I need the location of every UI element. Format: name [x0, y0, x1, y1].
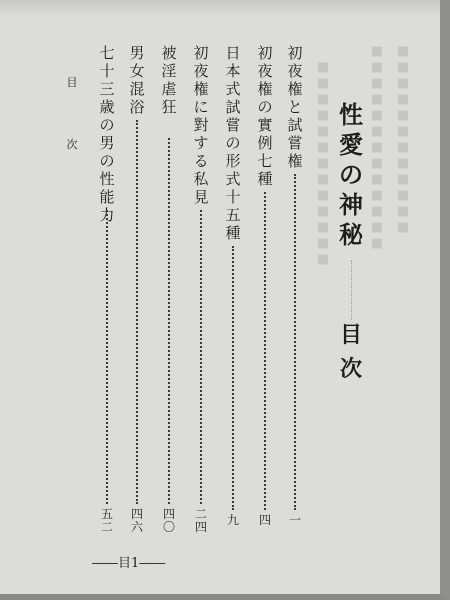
toc-entry-page: 四六 [130, 507, 143, 534]
toc-entry-page: 五二 [100, 507, 113, 534]
toc-entry[interactable] [96, 44, 118, 534]
title-leader-dots [351, 260, 352, 320]
toc-entry-title: 初夜権に對する私見 [193, 44, 209, 206]
page-folio: ――目1―― [92, 556, 166, 571]
toc-entry-title: 日本式試嘗の形式十五種 [225, 44, 241, 242]
toc-entry-title: 七十三歳の男の性能力 [99, 44, 115, 224]
leader-dots [200, 210, 202, 504]
toc-entry-title: 初夜権の實例七種 [257, 44, 273, 188]
running-head: 目次 [66, 76, 78, 151]
toc-entry-title: 初夜権と試嘗権 [287, 44, 303, 170]
toc-entry-title: 男女混浴 [129, 44, 145, 116]
bleed-through-text: ■ ■ ■ ■ ■ ■ ■ ■ ■ ■ ■ ■ ■ [370, 44, 384, 251]
toc-entry[interactable] [126, 44, 148, 534]
toc-entry[interactable] [222, 44, 244, 530]
toc-entry[interactable] [284, 44, 306, 530]
toc-entry[interactable] [190, 44, 212, 534]
leader-dots [136, 120, 138, 504]
leader-dots [168, 138, 170, 504]
toc-entry-page: 一 [288, 513, 301, 527]
toc-entry-page: 四〇 [162, 507, 175, 534]
toc-entry-title: 被淫虐狂 [161, 44, 177, 116]
toc-entry[interactable] [254, 44, 276, 530]
page-shadow [0, 0, 440, 18]
toc-entry[interactable] [158, 44, 180, 534]
leader-dots [294, 174, 296, 510]
toc-entry-page: 四 [258, 513, 271, 527]
leader-dots [106, 210, 108, 504]
leader-dots [232, 246, 234, 510]
bleed-through-text: ■ ■ ■ ■ ■ ■ ■ ■ ■ ■ ■ ■ [396, 44, 410, 235]
leader-dots [264, 192, 266, 510]
toc-entry-page: 九 [226, 513, 239, 527]
book-title: 性愛の神秘 [339, 100, 363, 249]
toc-entry-page: 二四 [194, 507, 207, 534]
bleed-through-text: ■ ■ ■ ■ ■ ■ ■ ■ ■ ■ ■ ■ ■ [316, 60, 330, 267]
toc-heading: 目次 [339, 322, 362, 382]
